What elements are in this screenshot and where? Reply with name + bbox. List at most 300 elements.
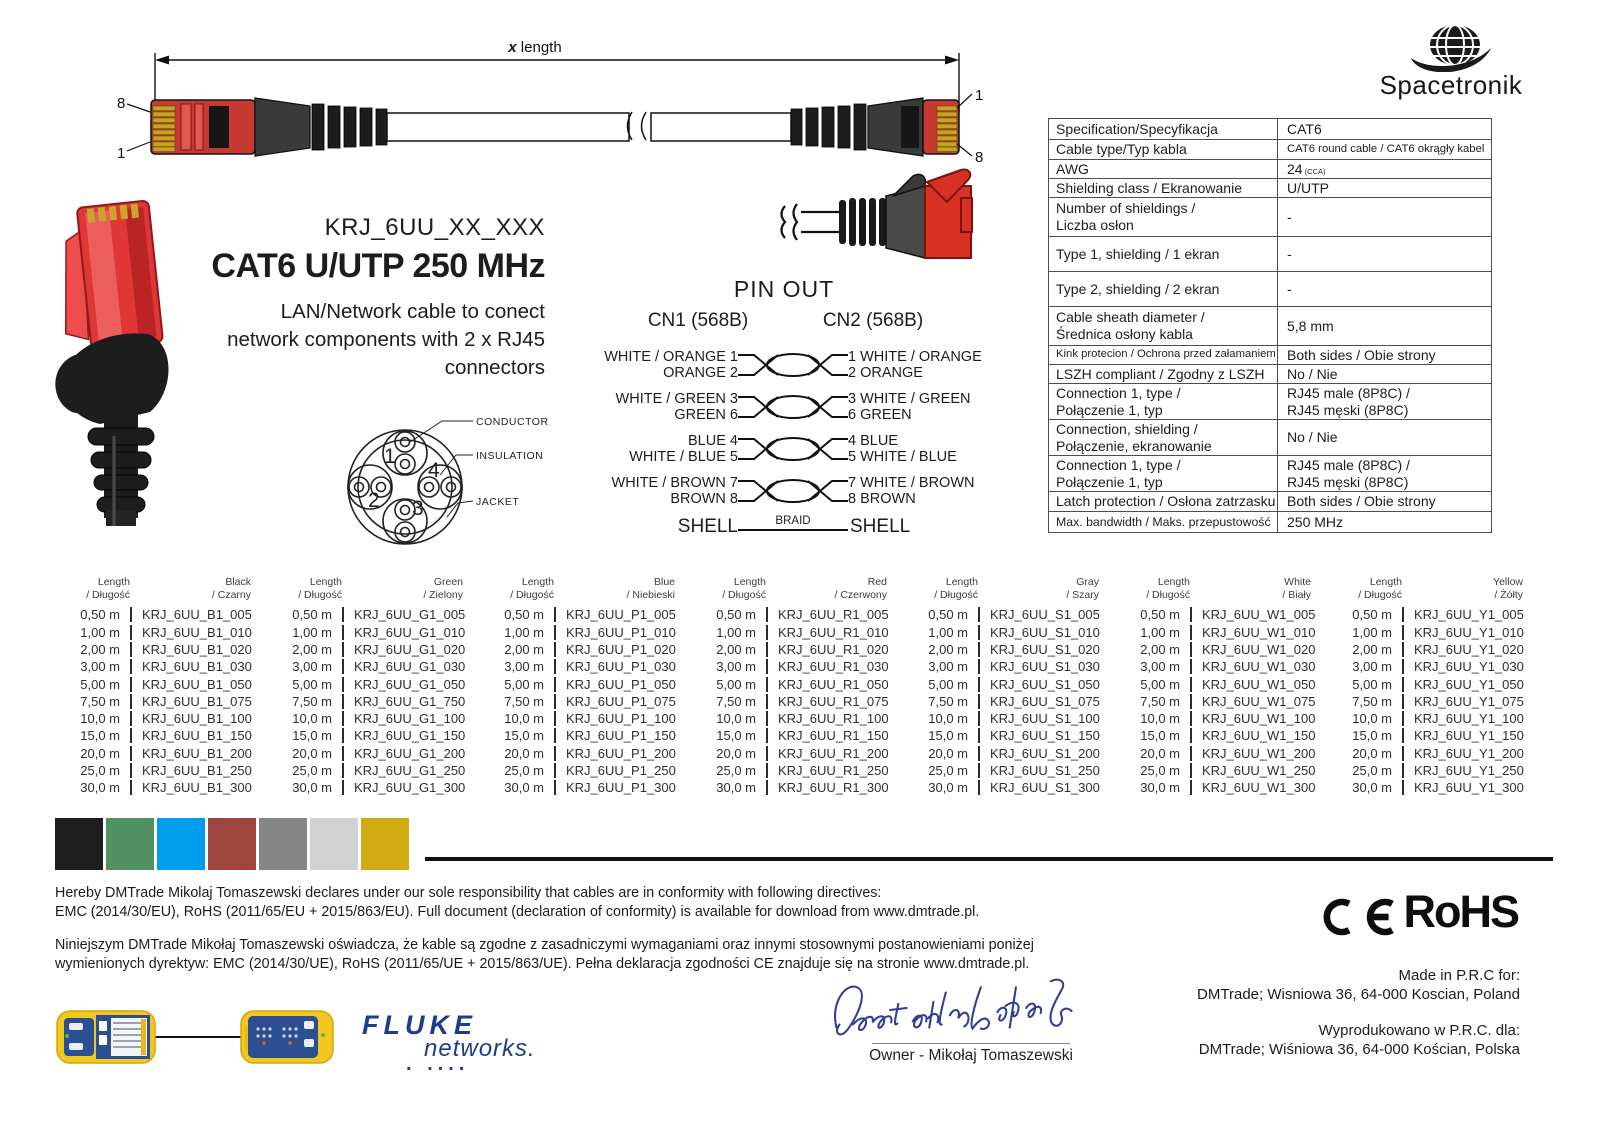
pinout-title: PIN OUT [733, 276, 835, 302]
part-number-cell: KRJ_6UU_Y1_250 [1402, 763, 1529, 778]
spec-label-line: Specification/Specyfikacja [1056, 120, 1218, 137]
signature-block [822, 976, 1084, 1065]
pinout-wire-label: 8 BROWN [848, 491, 916, 507]
spec-row-value [1278, 512, 1491, 532]
pinout-cn1-labels [558, 349, 738, 382]
cable-length-diagram [95, 20, 995, 170]
pinout-cn2-labels [848, 391, 1006, 424]
spec-label-line: Połączenie 1, typ [1056, 473, 1163, 490]
part-table-row [476, 779, 681, 796]
spec-row [1049, 271, 1491, 306]
dimension-arrow-right [945, 56, 959, 65]
color-column-header [554, 576, 681, 601]
brand-logo [1346, 24, 1556, 101]
spec-label-line: Type 1, shielding / 1 ekran [1056, 245, 1220, 262]
length-cell: 20,0 m [504, 745, 544, 761]
length-cell: 5,00 m [1352, 676, 1392, 692]
color-column-header [130, 576, 257, 601]
color-swatch [106, 818, 154, 870]
length-cell: 7,50 m [1140, 693, 1180, 709]
part-number-cell: KRJ_6UU_S1_010 [978, 625, 1105, 640]
pinout-shell-row [558, 516, 1010, 538]
length-cell: 10,0 m [80, 711, 120, 727]
length-column-header [688, 576, 766, 601]
part-table-row [1112, 606, 1317, 623]
part-table-row [264, 623, 469, 640]
right-rj45-connector-drawing [651, 98, 959, 156]
length-cell: 20,0 m [80, 745, 120, 761]
part-table-row [52, 641, 257, 658]
spec-row [1049, 178, 1491, 197]
color-header-line: / Czarny [211, 588, 251, 601]
length-header-line: Length [309, 576, 342, 588]
part-number-cell: KRJ_6UU_S1_020 [978, 642, 1105, 657]
spec-label-line: AWG [1056, 160, 1089, 177]
part-table-row [264, 779, 469, 796]
part-table-row [1324, 779, 1529, 796]
part-number-cell: KRJ_6UU_B1_075 [130, 694, 257, 709]
part-number-cell: KRJ_6UU_R1_150 [766, 728, 893, 743]
color-column-header [1402, 576, 1529, 601]
pinout-wire-label: GREEN 6 [674, 407, 738, 423]
part-number-cell: KRJ_6UU_G1_750 [342, 694, 469, 709]
length-column-header [52, 576, 130, 601]
spec-row-label [1049, 179, 1278, 197]
length-cell: 7,50 m [80, 693, 120, 709]
part-tables [52, 576, 1536, 796]
model-number: KRJ_6UU_XX_XXX [324, 214, 545, 241]
spec-row-value [1278, 237, 1491, 271]
color-swatch [259, 818, 307, 870]
pinout-wire-label: 1 WHITE / ORANGE [848, 348, 982, 365]
length-cell: 30,0 m [80, 780, 120, 796]
part-table-row [688, 779, 893, 796]
spec-value-note: (CCA) [1302, 166, 1326, 176]
color-header-line: / Zielony [423, 588, 463, 601]
shell-right-label: SHELL [850, 516, 911, 537]
part-table-row [1112, 641, 1317, 658]
length-cell: 3,00 m [716, 659, 756, 675]
part-number-cell: KRJ_6UU_W1_300 [1190, 780, 1317, 795]
length-cell: 0,50 m [928, 607, 968, 623]
pinout-pair-row [558, 432, 1010, 466]
color-header-line: / Szary [1066, 588, 1099, 601]
length-cell: 2,00 m [80, 641, 120, 657]
length-cell: 15,0 m [504, 728, 544, 744]
spec-row-label [1049, 160, 1278, 178]
declaration-pl [55, 936, 1075, 974]
color-header-line: White [1284, 576, 1311, 588]
part-number-cell: KRJ_6UU_S1_200 [978, 746, 1105, 761]
spec-row-value [1278, 272, 1491, 306]
product-description [190, 298, 545, 382]
part-number-cell: KRJ_6UU_R1_200 [766, 746, 893, 761]
part-table-row [52, 745, 257, 762]
length-cell: 10,0 m [1352, 711, 1392, 727]
part-table-group [1324, 576, 1529, 796]
length-header-line: / Długość [1358, 588, 1402, 601]
length-cell: 2,00 m [1140, 641, 1180, 657]
length-header-line: / Długość [722, 588, 766, 601]
svg-text:8: 8 [117, 95, 126, 112]
part-number-cell: KRJ_6UU_S1_050 [978, 677, 1105, 692]
part-table-row [476, 641, 681, 658]
length-cell: 30,0 m [292, 780, 332, 796]
part-table-header [476, 576, 681, 601]
length-cell: 5,00 m [504, 676, 544, 692]
length-cell: 20,0 m [928, 745, 968, 761]
part-table-row [1324, 693, 1529, 710]
color-column-header [766, 576, 893, 601]
product-title: CAT6 U/UTP 250 MHz [211, 247, 545, 285]
spec-label-line: Połączenie, ekranowanie [1056, 437, 1212, 454]
length-cell: 10,0 m [504, 711, 544, 727]
spec-value-line: - [1287, 245, 1292, 262]
part-number-cell: KRJ_6UU_R1_010 [766, 625, 893, 640]
spec-label-line: Connection 1, type / [1056, 456, 1181, 473]
made-in-pl [1020, 1021, 1520, 1059]
signature-caption: Owner - Mikołaj Tomaszewski [869, 1047, 1073, 1064]
part-number-cell: KRJ_6UU_G1_010 [342, 625, 469, 640]
part-table-row [900, 727, 1105, 744]
part-number-cell: KRJ_6UU_P1_005 [554, 607, 681, 622]
spec-row-label [1049, 272, 1278, 306]
pinout-cn2-labels [848, 433, 1006, 466]
part-number-cell: KRJ_6UU_B1_005 [130, 607, 257, 622]
spec-row [1049, 455, 1491, 491]
length-cell: 3,00 m [1352, 659, 1392, 675]
length-cell: 0,50 m [716, 607, 756, 623]
length-cell: 5,00 m [1140, 676, 1180, 692]
spec-row-value [1278, 198, 1491, 236]
part-number-cell: KRJ_6UU_R1_300 [766, 780, 893, 795]
dimension-arrow-left [155, 56, 169, 65]
part-table-row [264, 727, 469, 744]
pinout-cn1-labels [558, 391, 738, 424]
twisted-pair-icon [738, 348, 848, 382]
part-table-row [688, 675, 893, 692]
part-number-cell: KRJ_6UU_B1_010 [130, 625, 257, 640]
pinout-pair-row [558, 390, 1010, 424]
part-table-row [476, 606, 681, 623]
part-table-row [264, 675, 469, 692]
part-table-header [1324, 576, 1529, 601]
length-cell: 2,00 m [292, 641, 332, 657]
product-photo-red-rj45 [48, 196, 188, 526]
color-header-line: / Biały [1282, 588, 1311, 601]
color-swatch [55, 818, 103, 870]
svg-text:2: 2 [368, 489, 380, 512]
length-header-line: / Długość [298, 588, 342, 601]
length-header-line: Length [97, 576, 130, 588]
spec-row-label [1049, 307, 1278, 345]
color-swatch [310, 818, 358, 870]
part-table-row [900, 641, 1105, 658]
spec-row [1049, 419, 1491, 455]
length-cell: 5,00 m [716, 676, 756, 692]
part-number-cell: KRJ_6UU_W1_010 [1190, 625, 1317, 640]
spec-row-value [1278, 179, 1491, 197]
length-cell: 20,0 m [292, 745, 332, 761]
part-table-row [52, 623, 257, 640]
length-cell: 7,50 m [1352, 693, 1392, 709]
pinout-cn2-labels [848, 475, 1006, 508]
pinout-cn1-labels [558, 475, 738, 508]
part-table-row [1112, 710, 1317, 727]
color-swatch [361, 818, 409, 870]
tester-remote-unit [241, 1011, 333, 1063]
length-cell: 10,0 m [292, 711, 332, 727]
part-table-row [900, 606, 1105, 623]
spec-row-label [1049, 346, 1278, 364]
length-column-header [900, 576, 978, 601]
part-table-group [52, 576, 257, 796]
part-number-cell: KRJ_6UU_P1_010 [554, 625, 681, 640]
length-cell: 30,0 m [1140, 780, 1180, 796]
part-table-row [900, 675, 1105, 692]
part-table-header [264, 576, 469, 601]
svg-text:3: 3 [412, 497, 424, 520]
spec-label-line: Cable sheath diameter / [1056, 309, 1205, 326]
spec-row [1049, 364, 1491, 383]
part-number-cell: KRJ_6UU_S1_075 [978, 694, 1105, 709]
part-number-cell: KRJ_6UU_W1_005 [1190, 607, 1317, 622]
part-number-cell: KRJ_6UU_Y1_010 [1402, 625, 1529, 640]
part-table-group [688, 576, 893, 796]
length-cell: 0,50 m [80, 607, 120, 623]
spec-label-line: Kink protecion / Ochrona przed załamaniem [1056, 348, 1276, 361]
brand-name: Spacetronik [1379, 70, 1523, 100]
cn1-header: CN1 (568B) [647, 310, 749, 331]
pinout-wire-label: 7 WHITE / BROWN [848, 474, 975, 491]
svg-text:1: 1 [975, 87, 984, 104]
part-number-cell: KRJ_6UU_Y1_020 [1402, 642, 1529, 657]
manufacturer-info [1020, 966, 1520, 1059]
length-cell: 25,0 m [1352, 763, 1392, 778]
part-table-row [688, 762, 893, 779]
part-number-cell: KRJ_6UU_G1_005 [342, 607, 469, 622]
pinout-wire-label: 6 GREEN [848, 407, 912, 423]
part-number-cell: KRJ_6UU_R1_005 [766, 607, 893, 622]
length-column-header [1324, 576, 1402, 601]
part-number-cell: KRJ_6UU_W1_200 [1190, 746, 1317, 761]
length-cell: 25,0 m [292, 763, 332, 778]
length-cell: 30,0 m [1352, 780, 1392, 796]
part-number-cell: KRJ_6UU_B1_200 [130, 746, 257, 761]
braid-link [738, 516, 848, 531]
part-table-row [900, 762, 1105, 779]
length-header-line: Length [733, 576, 766, 588]
pinout-wire-label: BROWN 8 [670, 491, 738, 507]
part-table-row [900, 710, 1105, 727]
part-number-cell: KRJ_6UU_S1_005 [978, 607, 1105, 622]
part-table-row [1112, 658, 1317, 675]
length-cell: 0,50 m [1140, 607, 1180, 623]
length-dimension-label: x length [508, 39, 562, 56]
length-cell: 3,00 m [504, 659, 544, 675]
spec-value-line: No / Nie [1287, 429, 1338, 446]
cable-cross-section-diagram [330, 395, 565, 550]
part-table-row [1324, 762, 1529, 779]
length-header-line: Length [1157, 576, 1190, 588]
declaration-en [55, 884, 1075, 922]
declaration-line: EMC (2014/30/EU), RoHS (2011/65/EU + 2015/863/EU). Full document (declaration of conformity) is available for download from www.dmtrade.pl. [55, 904, 980, 920]
part-table-header [1112, 576, 1317, 601]
length-cell: 2,00 m [504, 641, 544, 657]
pinout-wire-label: BLUE 4 [688, 432, 738, 449]
length-cell: 1,00 m [504, 624, 544, 640]
spec-row-value [1278, 160, 1491, 178]
length-cell: 20,0 m [1352, 745, 1392, 761]
part-number-cell: KRJ_6UU_W1_030 [1190, 659, 1317, 674]
length-header-line: Length [945, 576, 978, 588]
part-number-cell: KRJ_6UU_B1_050 [130, 677, 257, 692]
color-column-header [978, 576, 1105, 601]
length-cell: 25,0 m [80, 763, 120, 778]
spec-value-line: U/UTP [1287, 179, 1329, 196]
part-number-cell: KRJ_6UU_W1_100 [1190, 711, 1317, 726]
networks-wordmark: networks. [424, 1035, 536, 1062]
length-cell: 1,00 m [1140, 624, 1180, 640]
part-number-cell: KRJ_6UU_B1_020 [130, 642, 257, 657]
length-cell: 15,0 m [80, 728, 120, 744]
length-cell: 20,0 m [1140, 745, 1180, 761]
product-description-line: connectors [444, 356, 545, 379]
part-number-cell: KRJ_6UU_W1_150 [1190, 728, 1317, 743]
part-number-cell: KRJ_6UU_B1_100 [130, 711, 257, 726]
pinout-cn2-labels [848, 349, 1006, 382]
fluke-wordmark: FLUKE [362, 1010, 477, 1040]
part-table-row [1324, 710, 1529, 727]
part-table-row [1112, 727, 1317, 744]
length-cell: 15,0 m [1140, 728, 1180, 744]
part-number-cell: KRJ_6UU_G1_020 [342, 642, 469, 657]
part-table-row [1112, 779, 1317, 796]
length-cell: 30,0 m [716, 780, 756, 796]
title-block [190, 214, 545, 382]
part-number-cell: KRJ_6UU_W1_020 [1190, 642, 1317, 657]
part-number-cell: KRJ_6UU_P1_300 [554, 780, 681, 795]
part-table-row [52, 762, 257, 779]
part-table-row [1112, 623, 1317, 640]
part-table-header [688, 576, 893, 601]
spec-row [1049, 306, 1491, 345]
pinout-pair-row [558, 474, 1010, 508]
part-table-row [264, 641, 469, 658]
part-number-cell: KRJ_6UU_P1_020 [554, 642, 681, 657]
part-number-cell: KRJ_6UU_B1_150 [130, 728, 257, 743]
tester-main-unit [57, 1011, 155, 1063]
length-header-line: / Długość [1146, 588, 1190, 601]
color-header-line: Blue [653, 576, 675, 588]
spec-label-line: Cable type/Typ kabla [1056, 141, 1187, 158]
length-header-line: / Długość [86, 588, 130, 601]
globe-swoosh-icon [1403, 24, 1499, 72]
length-cell: 3,00 m [1140, 659, 1180, 675]
part-number-cell: KRJ_6UU_G1_300 [342, 780, 469, 795]
spec-row-label [1049, 420, 1278, 455]
part-table-row [1324, 727, 1529, 744]
spec-row-value [1278, 307, 1491, 345]
part-number-cell: KRJ_6UU_G1_200 [342, 746, 469, 761]
length-cell: 25,0 m [1140, 763, 1180, 778]
spec-row-label [1049, 237, 1278, 271]
insulation-label: INSULATION [476, 450, 544, 462]
part-table-row [1324, 658, 1529, 675]
length-cell: 3,00 m [80, 659, 120, 675]
spec-row-label [1049, 384, 1278, 419]
part-table-row [264, 658, 469, 675]
spec-value-line: RJ45 male (8P8C) / [1287, 384, 1410, 401]
length-cell: 0,50 m [1352, 607, 1392, 623]
part-number-cell: KRJ_6UU_S1_300 [978, 780, 1105, 795]
spec-row [1049, 491, 1491, 511]
part-number-cell: KRJ_6UU_S1_100 [978, 711, 1105, 726]
part-table-row [688, 727, 893, 744]
part-table-row [52, 658, 257, 675]
part-table-row [476, 693, 681, 710]
made-in-en [1020, 966, 1520, 1004]
pinout-wire-label: 4 BLUE [848, 432, 898, 449]
part-number-cell: KRJ_6UU_R1_100 [766, 711, 893, 726]
length-cell: 2,00 m [1352, 641, 1392, 657]
color-column-header [1190, 576, 1317, 601]
part-table-row [476, 675, 681, 692]
part-table-row [1112, 675, 1317, 692]
part-number-cell: KRJ_6UU_P1_150 [554, 728, 681, 743]
part-number-cell: KRJ_6UU_R1_020 [766, 642, 893, 657]
spec-value-line: No / Nie [1287, 365, 1338, 382]
made-in-line: DMTrade; Wisniowa 36, 64-000 Koscian, Poland [1197, 986, 1520, 1003]
spec-row [1049, 383, 1491, 419]
part-table-row [1324, 606, 1529, 623]
spec-row-value [1278, 420, 1491, 455]
part-table-row [52, 779, 257, 796]
twisted-pair-icon [738, 432, 848, 466]
length-column-header [264, 576, 342, 601]
fluke-networks-logo [362, 1010, 536, 1076]
spec-value-line: RJ45 męski (8P8C) [1287, 401, 1409, 418]
product-description-line: LAN/Network cable to conect [280, 300, 545, 323]
length-cell: 15,0 m [292, 728, 332, 744]
spec-row-label [1049, 512, 1278, 532]
length-cell: 1,00 m [716, 624, 756, 640]
color-header-line: Red [867, 576, 887, 588]
part-table-row [688, 658, 893, 675]
pinout-wire-label: 5 WHITE / BLUE [848, 449, 957, 465]
part-number-cell: KRJ_6UU_S1_150 [978, 728, 1105, 743]
pinout-connector-headers [558, 302, 1010, 348]
part-number-cell: KRJ_6UU_B1_300 [130, 780, 257, 795]
part-table-row [476, 762, 681, 779]
part-table-row [688, 710, 893, 727]
part-table-row [688, 745, 893, 762]
part-table-row [900, 779, 1105, 796]
part-number-cell: KRJ_6UU_G1_030 [342, 659, 469, 674]
length-header-line: / Długość [934, 588, 978, 601]
part-number-cell: KRJ_6UU_Y1_100 [1402, 711, 1529, 726]
length-header-line: / Długość [510, 588, 554, 601]
part-table-row [900, 623, 1105, 640]
pinout-section [558, 276, 1010, 538]
part-table-row [52, 693, 257, 710]
spec-row-label [1049, 198, 1278, 236]
braid-label: BRAID [775, 515, 811, 527]
spec-value-line: CAT6 [1287, 120, 1322, 137]
cable-tester-illustration [55, 1005, 335, 1067]
part-table-row [688, 606, 893, 623]
spec-value-line: Both sides / Obie strony [1287, 493, 1436, 510]
